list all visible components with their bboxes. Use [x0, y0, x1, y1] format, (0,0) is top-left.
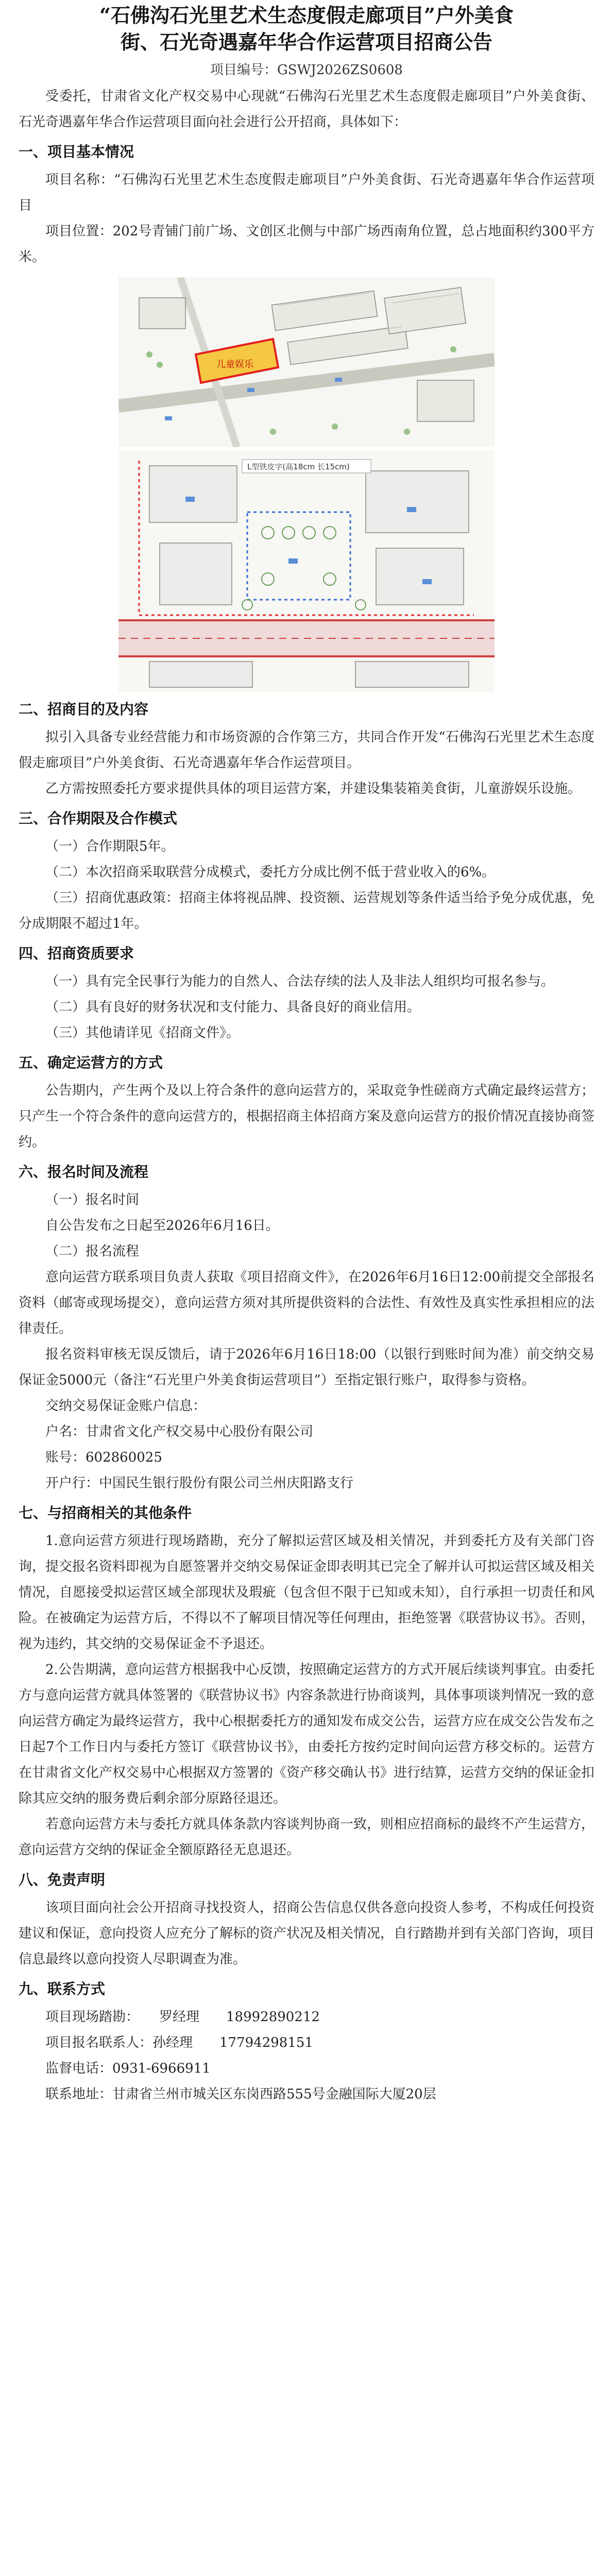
project-name-value: “石佛沟石光里艺术生态度假走廊项目”户外美食街、石光奇遇嘉年华合作运营项目	[19, 172, 594, 213]
supervision-phone: 监督电话：0931-6966911	[45, 2061, 211, 2076]
qualification-item-2: （二）具有良好的财务状况和支付能力、具备良好的商业信用。	[45, 999, 421, 1015]
other-conditions-paragraph-2: 2.公告期满，意向运营方根据我中心反馈，按照确定运营方的方式开展后续谈判事宜。由委托方与意向运营方就具体签署的《联营协议书》内容条款进行协商谈判，具体事项谈判情况一致的意向运营方确定为最终运营方，我中心根据委托方的通知发布成交公告，运营方应在成交公告发布之日起7个工作日内与委托方签订《联营协议书》，由委托方按约定时间向运营方移交标的。运营方在甘肃省文化产权交易中心根据双方签署的《资产移交确认书》进行结算，运营方交纳的保证金扣除其应交纳的服务费后剩余部分原路径退还。	[19, 1662, 595, 1806]
project-location-label: 项目位置：	[45, 224, 113, 239]
title-line-2: 街、石光奇遇嘉年华合作运营项目招商公告	[120, 30, 492, 54]
deposit-account-name: 户名：甘肃省文化产权交易中心股份有限公司	[45, 1424, 314, 1439]
registration-time-subheading: （一）报名时间	[45, 1192, 140, 1208]
registration-process-paragraph-1: 意向运营方联系项目负责人获取《项目招商文件》，在2026年6月16日12:00前提交全部报名资料（邮寄或现场提交），意向运营方须对其所提供资料的合法性、有效性及真实性承担相应的法律责任。	[19, 1269, 594, 1336]
site-map-image-2	[118, 450, 495, 692]
section-6-heading: 六、报名时间及流程	[19, 1163, 149, 1180]
qualification-item-3: （三）其他请详见《招商文件》。	[45, 1025, 240, 1041]
cooperation-mode-item: （二）本次招商采取联营分成模式，委托方分成比例不低于营业收入的6%。	[45, 865, 496, 880]
other-conditions-paragraph-3: 若意向运营方未与委托方就具体条款内容谈判协商一致，则相应招商标的最终不产生运营方，意向运营方交纳的保证金全额原路径无息退还。	[19, 1817, 595, 1858]
section-8-heading: 八、免责声明	[19, 1871, 106, 1888]
section-4-heading: 四、招商资质要求	[19, 945, 134, 962]
map2-label: L型铁皮字(高18cm 长15cm)	[247, 462, 350, 471]
deposit-account-title: 交纳交易保证金账户信息：	[45, 1398, 207, 1414]
qualification-item-1: （一）具有完全民事行为能力的自然人、合法存续的法人及非法人组织均可报名参与。	[45, 974, 555, 989]
section-5-paragraph: 公告期内，产生两个及以上符合条件的意向运营方的，采取竞争性磋商方式确定最终运营方；只产生一个符合条件的意向运营方的，根据招商主体招商方案及意向运营方的报价情况直接协商签约。	[19, 1083, 595, 1150]
project-code: 项目编号：GSWJ2026ZS0608	[210, 62, 403, 78]
map1-label: 儿童娱乐	[216, 359, 253, 370]
registration-process-subheading: （二）报名流程	[45, 1244, 140, 1259]
section-9-heading: 九、联系方式	[19, 1980, 106, 1997]
section-7-heading: 七、与招商相关的其他条件	[19, 1504, 192, 1521]
registration-process-paragraph-2: 报名资料审核无误反馈后，请于2026年6月16日18:00（以银行到账时间为准）前交纳交易保证金5000元（备注“石光里户外美食街运营项目”）至指定银行账户，取得参与资格。	[19, 1347, 594, 1388]
preferential-policy-item: （三）招商优惠政策：招商主体将视品牌、投资额、运营规划等条件适当给予免分成优惠，免分成期限不超过1年。	[19, 890, 595, 931]
site-map-image-1	[118, 277, 495, 447]
other-conditions-paragraph-1: 1.意向运营方须进行现场踏勘，充分了解拟运营区域及相关情况，并到委托方及有关部门咨询，提交报名资料即视为自愿签署并交纳交易保证金即表明其已完全了解并认可拟运营区域及相关情况，自愿接受拟运营区域全部现状及瑕疵（包含但不限于已知或未知），自行承担一切责任和风险。在被确定为运营方后，不得以不了解项目情况等任何理由，拒绝签署《联营协议书》。否则，视为违约，其交纳的交易保证金不予退还。	[19, 1533, 595, 1652]
section-3-heading: 三、合作期限及合作模式	[19, 810, 178, 827]
section-5-heading: 五、确定运营方的方式	[19, 1054, 163, 1071]
project-location-line	[19, 218, 594, 270]
project-name-line	[19, 167, 594, 218]
disclaimer-paragraph: 该项目面向社会公开招商寻找投资人，招商公告信息仅供各意向投资人参考，不构成任何投资建议和保证，意向投资人应充分了解标的资产状况及相关情况，自行踏勘并到有关部门咨询，项目信息最终以意向投资人尽职调查为准。	[19, 1900, 595, 1967]
registration-contact: 项目报名联系人：孙经理 17794298151	[45, 2035, 313, 2050]
contact-address: 联系地址：甘肃省兰州市城关区东岗西路555号金融国际大厦20层	[45, 2087, 436, 2102]
announcement-title	[19, 0, 594, 56]
section-2-paragraph-2: 乙方需按照委托方要求提供具体的项目运营方案，并建设集装箱美食街，儿童游娱乐设施。	[45, 781, 582, 796]
section-2-heading: 二、招商目的及内容	[19, 701, 149, 718]
cooperation-term-item: （一）合作期限5年。	[45, 839, 175, 854]
title-line-1: “石佛沟石光里艺术生态度假走廊项目”户外美食	[99, 4, 514, 27]
intro-paragraph: 受委托，甘肃省文化产权交易中心现就“石佛沟石光里艺术生态度假走廊项目”户外美食街、石光奇遇嘉年华合作运营项目面向社会进行公开招商，具体如下：	[19, 89, 594, 130]
project-location-value: 202号青铺门前广场、文创区北侧与中部广场西南角位置，总占地面积约300平方米。	[19, 224, 594, 265]
deposit-account-bank: 开户行：中国民生银行股份有限公司兰州庆阳路支行	[45, 1476, 354, 1491]
deposit-account-number: 账号：602860025	[45, 1450, 162, 1465]
section-2-paragraph-1: 拟引入具备专业经营能力和市场资源的合作第三方，共同合作开发“石佛沟石光里艺术生态度假走廊项目”户外美食街、石光奇遇嘉年华合作运营项目。	[19, 730, 594, 771]
site-visit-contact: 项目现场踏勘： 罗经理 18992890212	[45, 2009, 320, 2025]
section-1-heading: 一、项目基本情况	[19, 143, 134, 160]
registration-time-value: 自公告发布之日起至2026年6月16日。	[45, 1218, 279, 1233]
project-name-label: 项目名称：	[45, 172, 114, 188]
